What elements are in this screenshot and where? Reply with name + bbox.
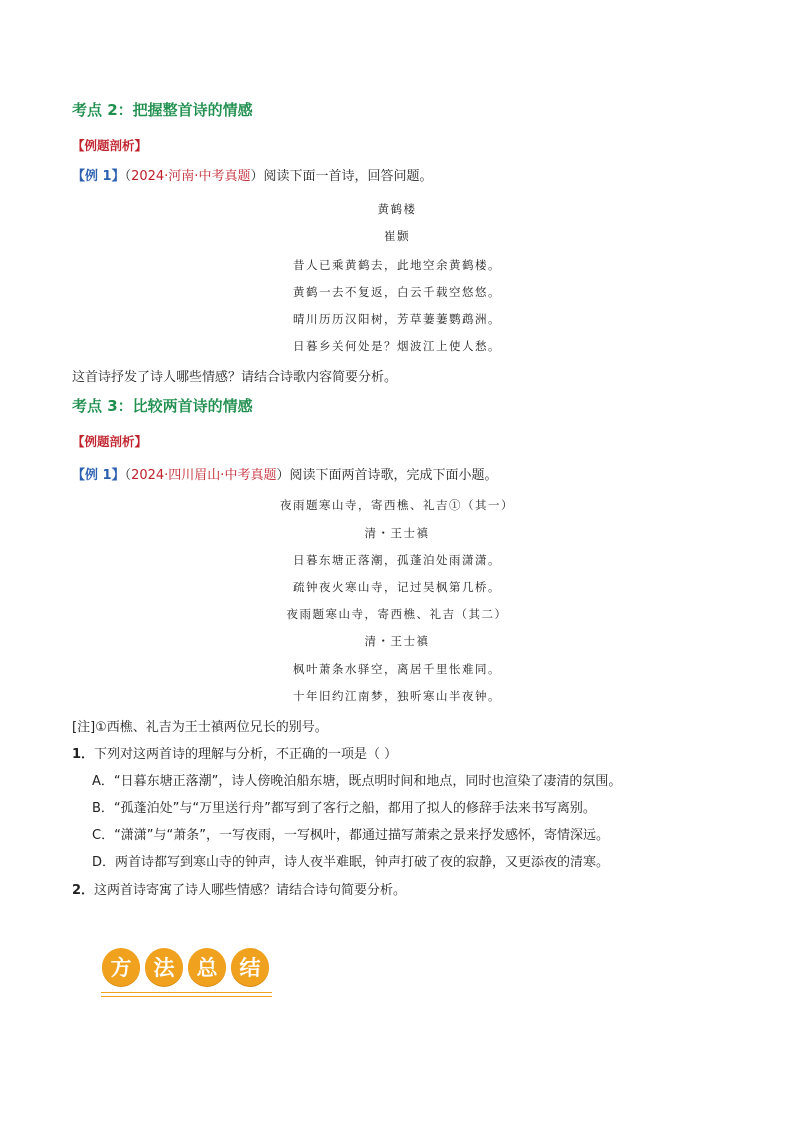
method-underline — [101, 992, 272, 993]
question-number: 1． — [72, 747, 95, 762]
poem1-title: 黄鹤楼 — [377, 202, 417, 216]
poem2-line: 日暮东塘正落潮，孤蓬泊处雨潇潇。 — [293, 553, 501, 567]
footnote: [注]①西樵、礼吉为王士禛两位兄长的别号。 — [72, 720, 328, 735]
poem2-author: 清・王士禛 — [364, 526, 430, 540]
example-paren-close: ） — [250, 169, 264, 184]
section3-tag: 【例题剖析】 — [72, 434, 148, 449]
example-paren-close: ） — [276, 468, 290, 483]
poem3-title: 夜雨题寒山寺，寄西樵、礼吉（其二） — [286, 607, 508, 621]
method-badge-char: 结 — [231, 948, 269, 986]
question-text: 这两首诗寄寓了诗人哪些情感？请结合诗句简要分析。 — [94, 883, 407, 898]
section3-example-line — [72, 464, 497, 483]
poem2-title: 夜雨题寒山寺，寄西樵、礼吉①（其一） — [280, 498, 514, 512]
option-a: A．“日暮东塘正落潮”，诗人傍晚泊船东塘，既点明时间和地点，同时也渲染了凄清的氛围。 — [92, 774, 622, 789]
poem1-line: 日暮乡关何处是？烟波江上使人愁。 — [293, 339, 501, 353]
poem3-author: 清・王士禛 — [364, 634, 430, 648]
poem3-line: 枫叶萧条水驿空，离居千里怅难同。 — [293, 662, 501, 676]
example-instruction: 阅读下面两首诗歌，完成下面小题。 — [289, 468, 498, 483]
example-label: 【例 1】 — [72, 468, 125, 483]
option-b: B．“孤蓬泊处”与“万里送行舟”都写到了客行之船，都用了拟人的修辞手法来书写离别。 — [92, 801, 596, 816]
section2-heading: 考点 2：把握整首诗的情感 — [72, 101, 253, 119]
example-source: 2024·河南·中考真题 — [131, 169, 251, 184]
poem1-line: 黄鹤一去不复返，白云千载空悠悠。 — [293, 285, 501, 299]
example-label: 【例 1】 — [72, 169, 125, 184]
method-underline — [101, 996, 272, 997]
section2-question: 这首诗抒发了诗人哪些情感？请结合诗歌内容简要分析。 — [72, 370, 398, 385]
question-2 — [72, 879, 406, 898]
method-badge-char: 方 — [102, 948, 140, 986]
poem2-line: 疏钟夜火寒山寺，记过吴枫第几桥。 — [293, 580, 501, 594]
question-number: 2． — [72, 883, 95, 898]
method-badge-char: 法 — [145, 948, 183, 986]
section3-heading: 考点 3：比较两首诗的情感 — [72, 397, 253, 415]
option-c: C．“潇潇”与“萧条”，一写夜雨，一写枫叶，都通过描写萧索之景来抒发感怀，寄情深远。 — [92, 828, 610, 843]
option-d: D．两首诗都写到寒山寺的钟声，诗人夜半难眠，钟声打破了夜的寂静，又更添夜的清寒。 — [92, 855, 610, 870]
example-paren-open: （ — [124, 169, 132, 184]
example-instruction: 阅读下面一首诗，回答问题。 — [263, 169, 433, 184]
poem3-line: 十年旧约江南梦，独听寒山半夜钟。 — [293, 689, 501, 703]
method-badge-char: 总 — [188, 948, 226, 986]
example-source: 2024·四川眉山·中考真题 — [131, 468, 277, 483]
section2-example-line — [72, 165, 432, 184]
poem1-line: 昔人已乘黄鹤去，此地空余黄鹤楼。 — [293, 258, 501, 272]
question-1 — [72, 743, 397, 762]
poem1-line: 晴川历历汉阳树，芳草萋萋鹦鹉洲。 — [293, 312, 501, 326]
section2-tag: 【例题剖析】 — [72, 138, 148, 153]
poem1-author: 崔颢 — [384, 229, 410, 243]
example-paren-open: （ — [124, 468, 132, 483]
question-text: 下列对这两首诗的理解与分析，不正确的一项是（ ） — [94, 747, 398, 762]
